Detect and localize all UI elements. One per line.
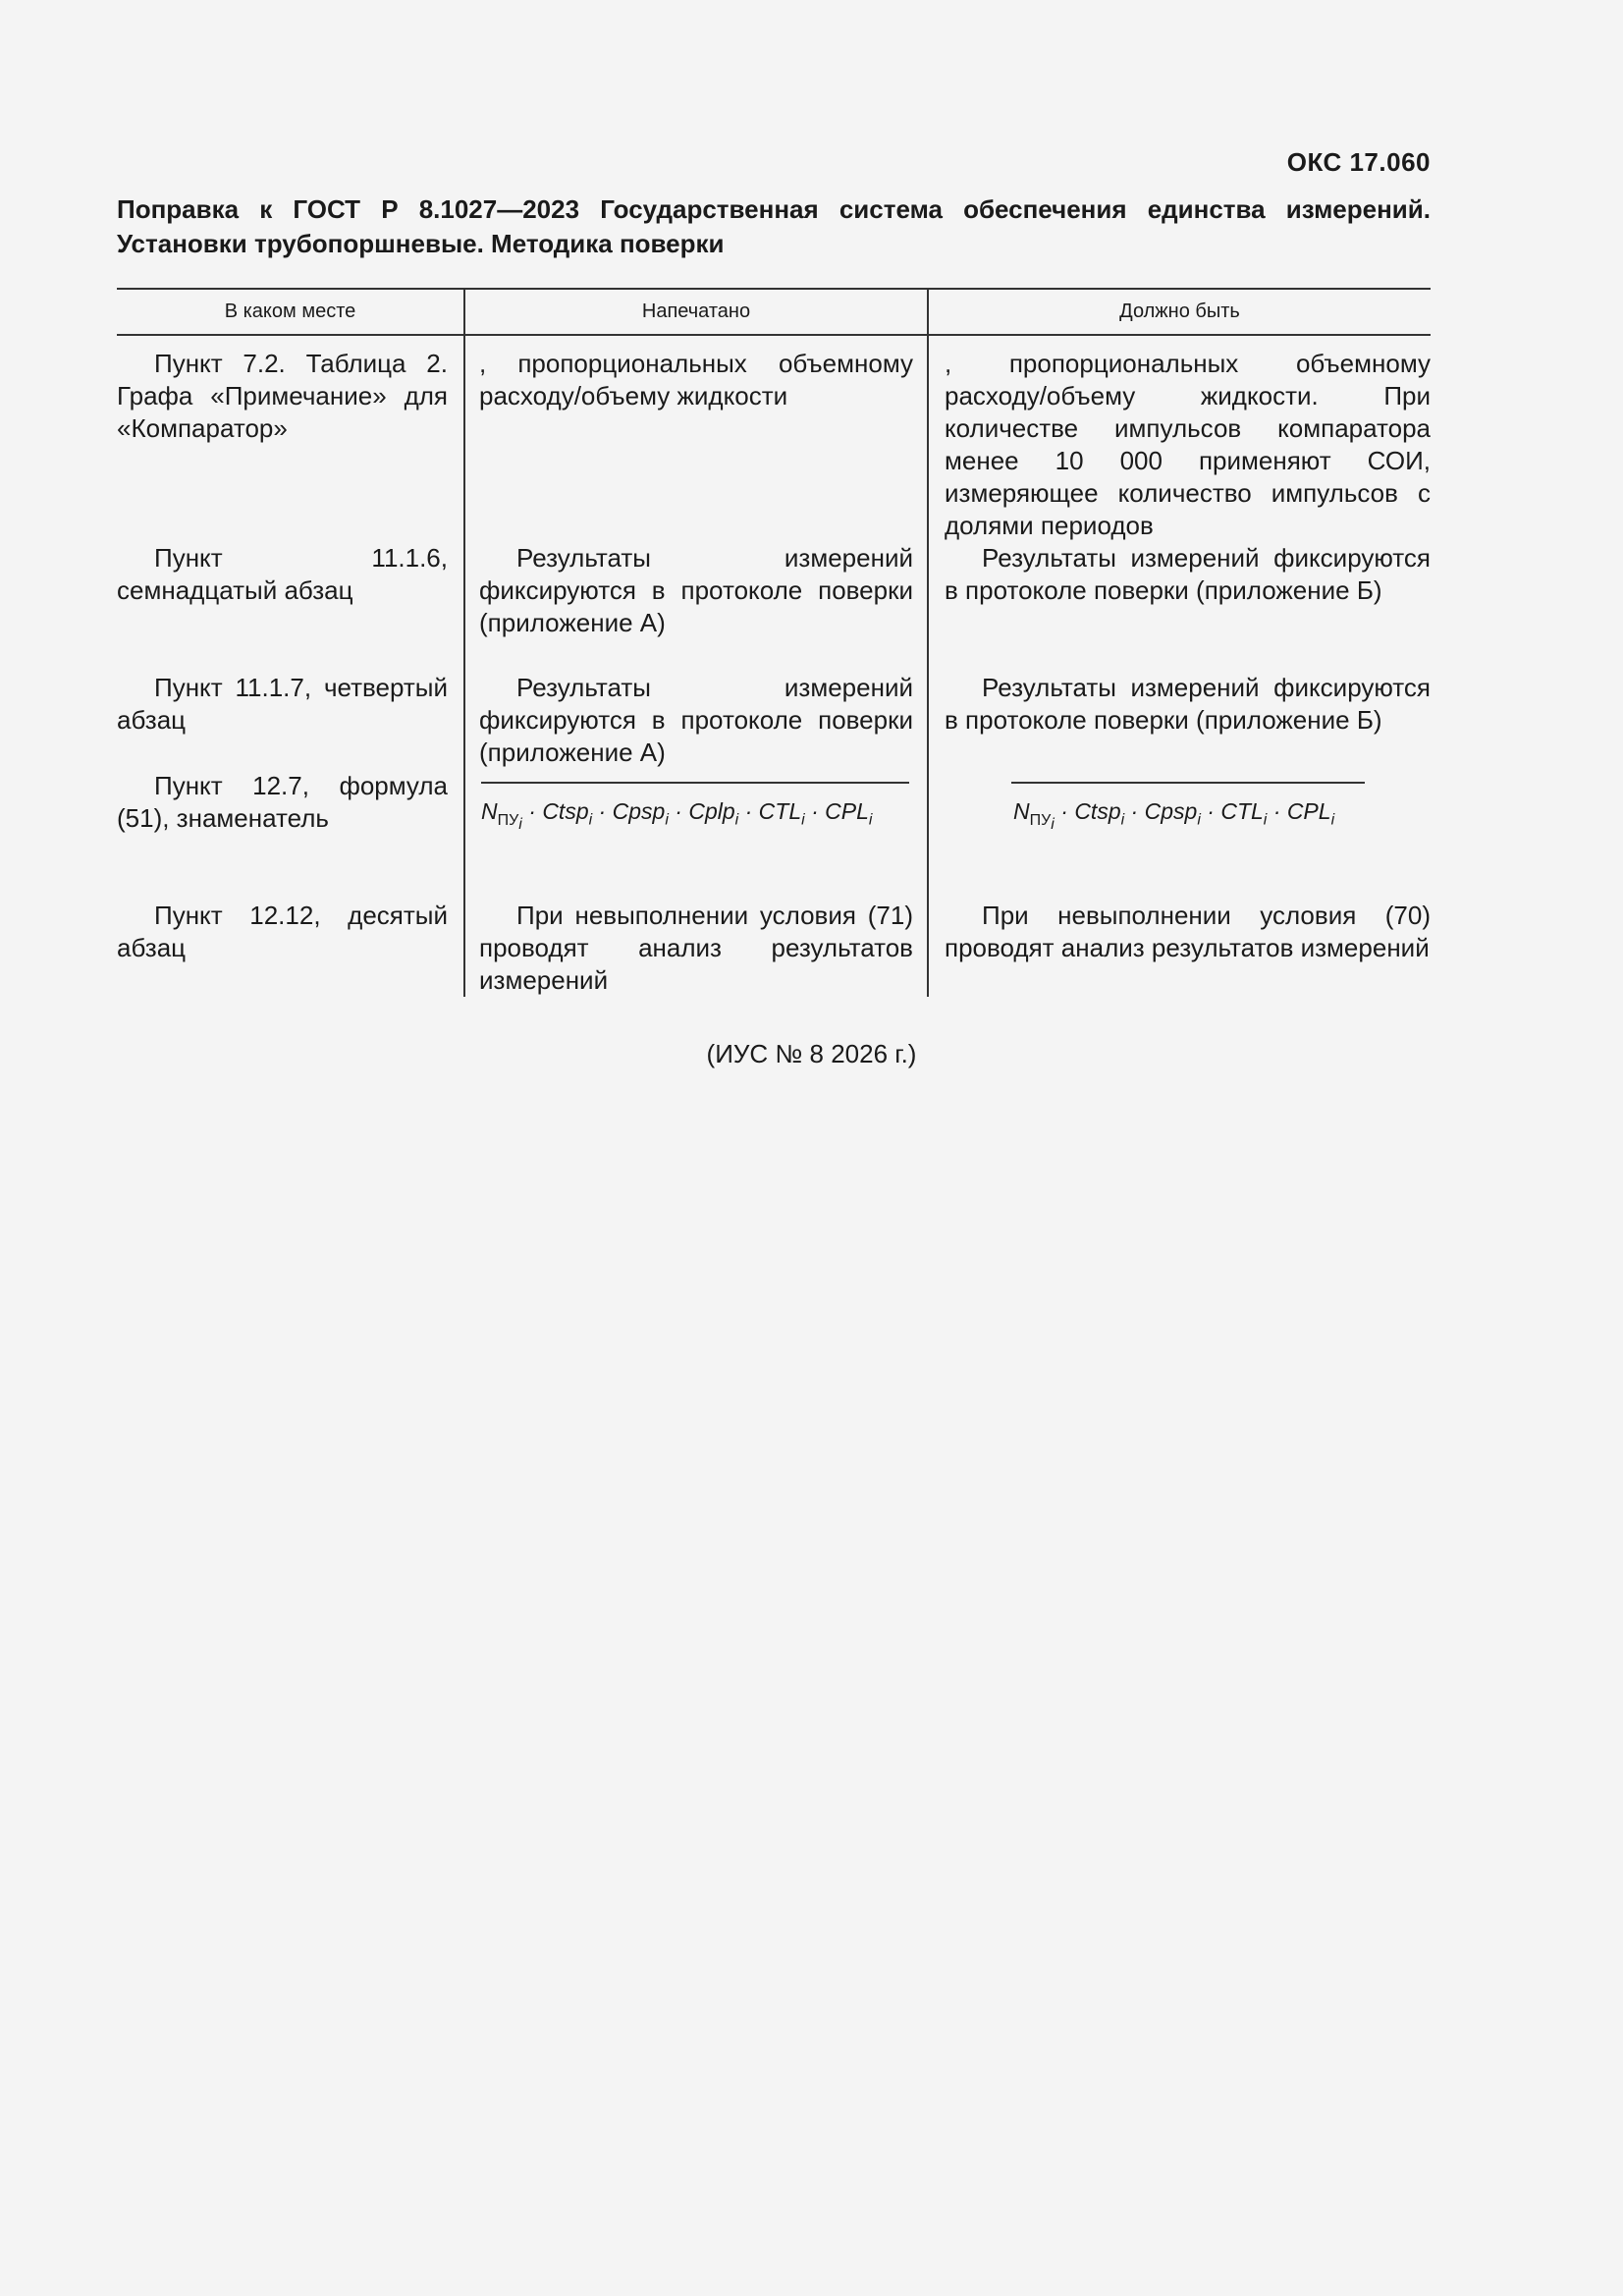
formula-denominator: $N_{ПУ_i}$ · Ctsp$_i$ · Cpsp$_i$ · $CTL_i \cdot CPL_i$: [1013, 798, 1335, 833]
formula-denominator: $N_{ПУ_i}$ · Ctsp$_i$ · Cpsp$_i$ · Cplp$_i$ · $CTL_i \cdot CPL_i$: [481, 798, 873, 833]
column-header-where: В каком месте: [117, 289, 464, 335]
cell-where: Пункт 12.7, формула (51), знаменатель: [117, 771, 448, 833]
cell-printed: , пропорциональных объемному расходу/объему жидкости: [479, 349, 913, 410]
cell-where: Пункт 7.2. Таблица 2. Графа «Примечание» для «Компаратор»: [117, 349, 448, 443]
column-header-printed: Напечатано: [464, 289, 928, 335]
table-row: [117, 900, 1431, 997]
cell-where: Пункт 12.12, десятый абзац: [117, 901, 448, 962]
title-line-1: Поправка к ГОСТ Р 8.1027—2023 Государственная система обеспечения единства измерений.: [117, 194, 1431, 224]
fraction-bar: [481, 782, 909, 784]
cell-should-be: , пропорциональных объемному расходу/объему жидкости. При количестве импульсов компаратора менее 10 000 применяют СОИ, измеряющее количество импульсов с долями периодов: [945, 349, 1431, 540]
table-row: [117, 542, 1431, 672]
title-line-2: Установки трубопоршневые. Методика поверки: [117, 229, 725, 258]
table-row: [117, 335, 1431, 542]
ius-reference: (ИУС № 8 2026 г.): [706, 1039, 917, 1068]
document-title: [117, 192, 1431, 261]
table-row: [117, 672, 1431, 770]
fraction-bar: [1011, 782, 1365, 784]
amendment-table: [117, 288, 1431, 997]
cell-should-be: При невыполнении условия (70) проводят анализ результатов измерений: [945, 901, 1431, 962]
column-header-should-be: Должно быть: [928, 289, 1431, 335]
cell-where: Пункт 11.1.7, четвертый абзац: [117, 673, 448, 735]
cell-should-be: Результаты измерений фиксируются в протоколе поверки (приложение Б): [945, 543, 1431, 605]
table-row: [117, 770, 1431, 900]
cell-should-be: Результаты измерений фиксируются в протоколе поверки (приложение Б): [945, 673, 1431, 735]
cell-printed: При невыполнении условия (71) проводят анализ результатов измерений: [479, 901, 913, 995]
cell-printed: Результаты измерений фиксируются в протоколе поверки (приложение А): [479, 543, 913, 637]
formula-printed: [479, 770, 913, 848]
classification-code: ОКС 17.060: [1286, 147, 1431, 177]
cell-printed: Результаты измерений фиксируются в протоколе поверки (приложение А): [479, 673, 913, 767]
table-header-row: [117, 289, 1431, 335]
formula-should-be: [945, 770, 1431, 848]
cell-where: Пункт 11.1.6, семнадцатый абзац: [117, 543, 448, 605]
